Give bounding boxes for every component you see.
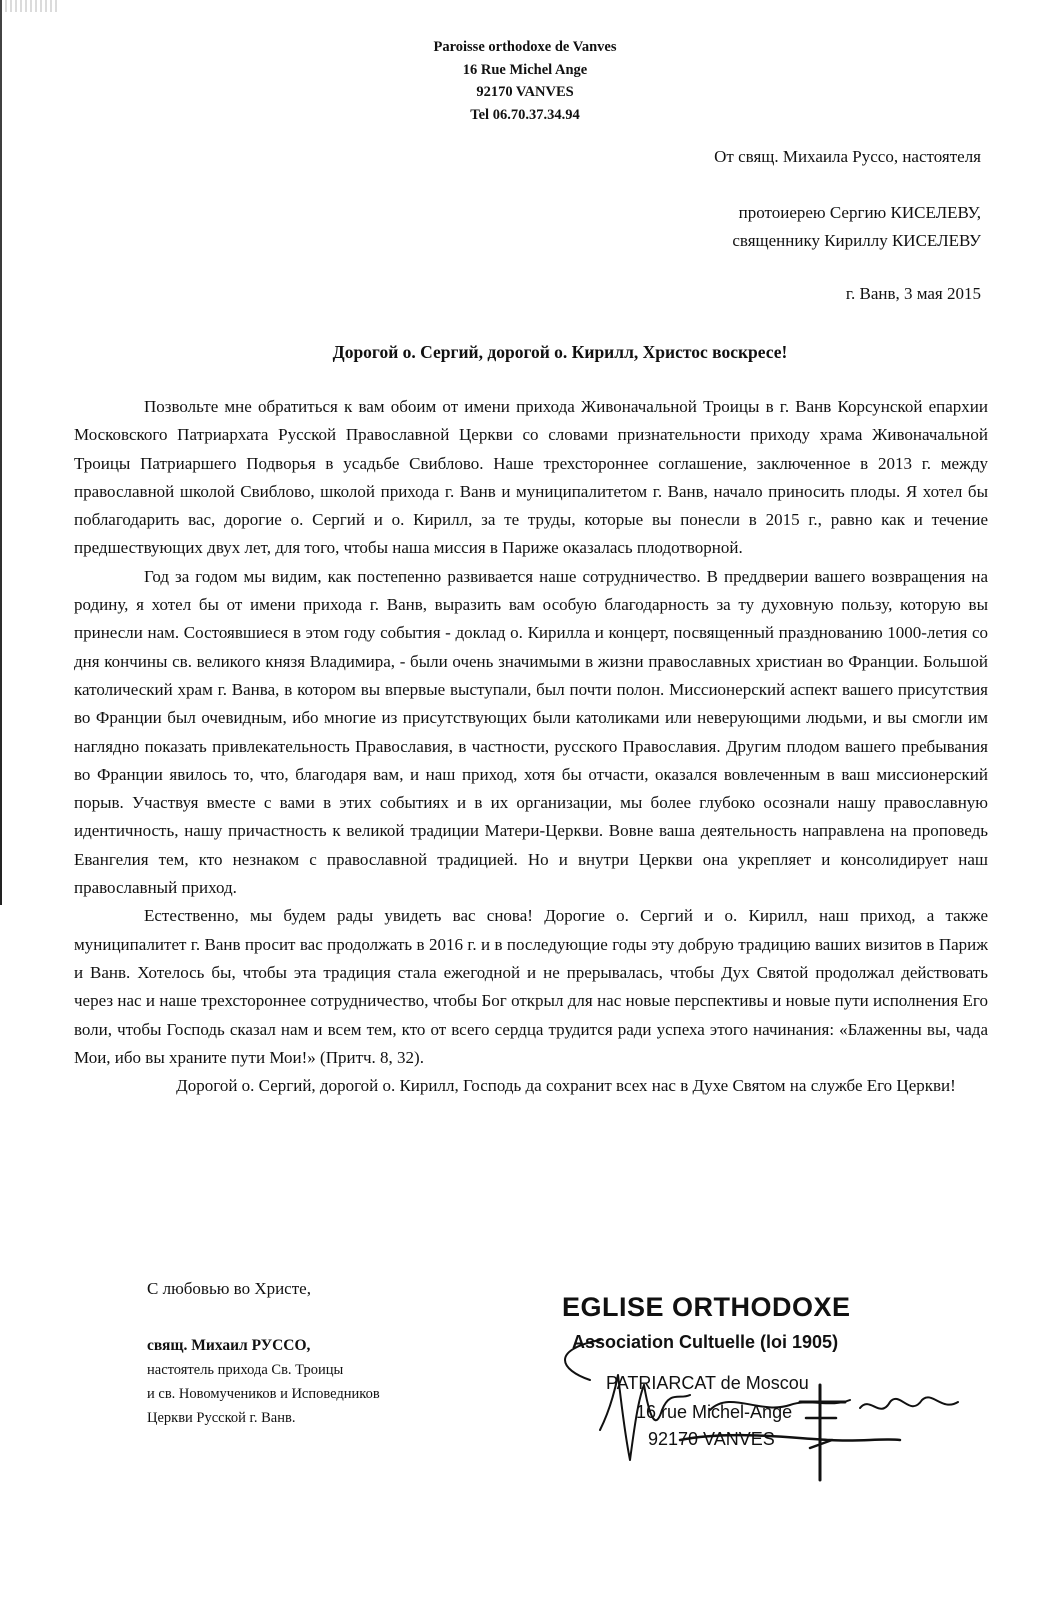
signatory-title-3: Церкви Русской г. Ванв. (147, 1410, 296, 1426)
scan-edge-artifact (0, 0, 60, 12)
scan-edge-line (0, 0, 2, 905)
paragraph-4: Дорогой о. Сергий, дорогой о. Кирилл, Господь да сохранит всех нас в Духе Святом на службе Его Церкви! (176, 1076, 956, 1096)
paragraph-1: Позвольте мне обратиться к вам обоим от имени прихода Живоначальной Троицы в г. Ванв Корсунской епархии Московского Патриархата Русской Православной Церкви со словами признательности приходу храма Живоначальной Троицы Патриаршего Подворья в усадьбе Свиблово. Наше трехстороннее соглашение, заключенное в 2013 г. между православной школой Свиблово, школой прихода г. Ванв и муниципалитетом г. Ванв, начало приносить плоды. Я хотел бы поблагодарить вас, дорогие о. Сергий и о. Кирилл, за те труды, которые вы понесли в 2015 г., равно как и течение предшествующих двух лет, для того, чтобы наша миссия в Париже оказалась плодотворной. (74, 397, 988, 558)
signatory-title-1: настоятель прихода Св. Троицы (147, 1362, 344, 1378)
letter-body (74, 393, 988, 1100)
letterhead-phone: Tel 06.70.37.34.94 (470, 106, 580, 123)
letterhead-street: 16 Rue Michel Ange (462, 61, 588, 78)
salutation: Дорогой о. Сергий, дорогой о. Кирилл, Христос воскресе! (332, 342, 788, 362)
letter-date: г. Ванв, 3 мая 2015 (845, 284, 981, 303)
handwritten-signature (560, 1290, 980, 1490)
letterhead-city: 92170 VANVES (476, 84, 574, 100)
recipient-1: протоиерею Сергию КИСЕЛЕВУ, (738, 203, 981, 222)
letterhead-parish: Paroisse orthodoxe de Vanves (433, 39, 617, 55)
stamp-line-1: EGLISE ORTHODOXE (562, 1292, 851, 1322)
stamp-line-4: 16 rue Michel-Ange (636, 1402, 793, 1422)
recipients (732, 199, 981, 254)
parish-stamp (560, 1290, 980, 1490)
letterhead (290, 36, 760, 126)
paragraph-3: Естественно, мы будем рады увидеть вас снова! Дорогие о. Сергий и о. Кирилл, наш приход, а также муниципалитет г. Ванв просит вас продолжать в 2016 г. и в последующие годы эту добрую традицию ваших визитов в Париж и Ванв. Хотелось бы, чтобы эта традиция стала ежегодной и не прерывалась, чтобы Дух Святой продолжал действовать через нас и наше трехстороннее сотрудничество, чтобы Бог открыл для нас новые перспективы и новые пути исполнения Его воли, чтобы Господь сказал нам и всем тем, кто от всего сердца трудится ради успеха этого начинания: «Блаженны вы, чада Мои, ибо вы храните пути Мои!» (Притч. 8, 32). (74, 906, 988, 1067)
closing-line: С любовью во Христе, (147, 1279, 311, 1298)
sender-line: От свящ. Михаила Руссо, настоятеля (714, 147, 981, 166)
paragraph-2: Год за годом мы видим, как постепенно развивается наше сотрудничество. В преддверии вашего возвращения на родину, я хотел бы от имени прихода г. Ванв, выразить вам особую благодарность за ту духовную пользу, которую вы принесли нам. Состоявшиеся в этом году события - доклад о. Кирилла и концерт, посвященный празднованию 1000-летия со дня кончины св. великого князя Владимира, - были очень значимыми в жизни православных христиан во Франции. Большой католический храм г. Ванва, в котором вы впервые выступали, был почти полон. Миссионерский аспект вашего присутствия во Франции был очевидным, ибо многие из присутствующих были католиками или неверующими людьми, и вы смогли им наглядно показать привлекательность Православия, в частности, русского Православия. Другим плодом вашего пребывания во Франции явилось то, что, благодаря вам, и наш приход, хотя бы отчасти, оказался вовлеченным в ваш миссионерский порыв. Участвуя вместе с вами в этих событиях и в их организации, мы более глубоко осознали нашу православную идентичность, нашу причастность к великой традиции Матери-Церкви. Вовне ваша деятельность направлена на проповедь Евангелия тем, кто незнаком с православной традицией. Но и внутри Церкви она укрепляет и консолидирует наш православный приход. (74, 566, 988, 898)
signatory-name: свящ. Михаил РУССО, (147, 1337, 311, 1354)
signatory-block (147, 1334, 380, 1430)
recipient-2: священнику Кириллу КИСЕЛЕВУ (732, 230, 981, 250)
signatory-title-2: и св. Новомучеников и Исповедников (147, 1386, 380, 1402)
stamp-line-3: PATRIARCAT de Moscou (606, 1373, 809, 1393)
stamp-line-2: Association Cultuelle (loi 1905) (572, 1332, 839, 1352)
stamp-line-5: 92170 VANVES (648, 1429, 775, 1449)
